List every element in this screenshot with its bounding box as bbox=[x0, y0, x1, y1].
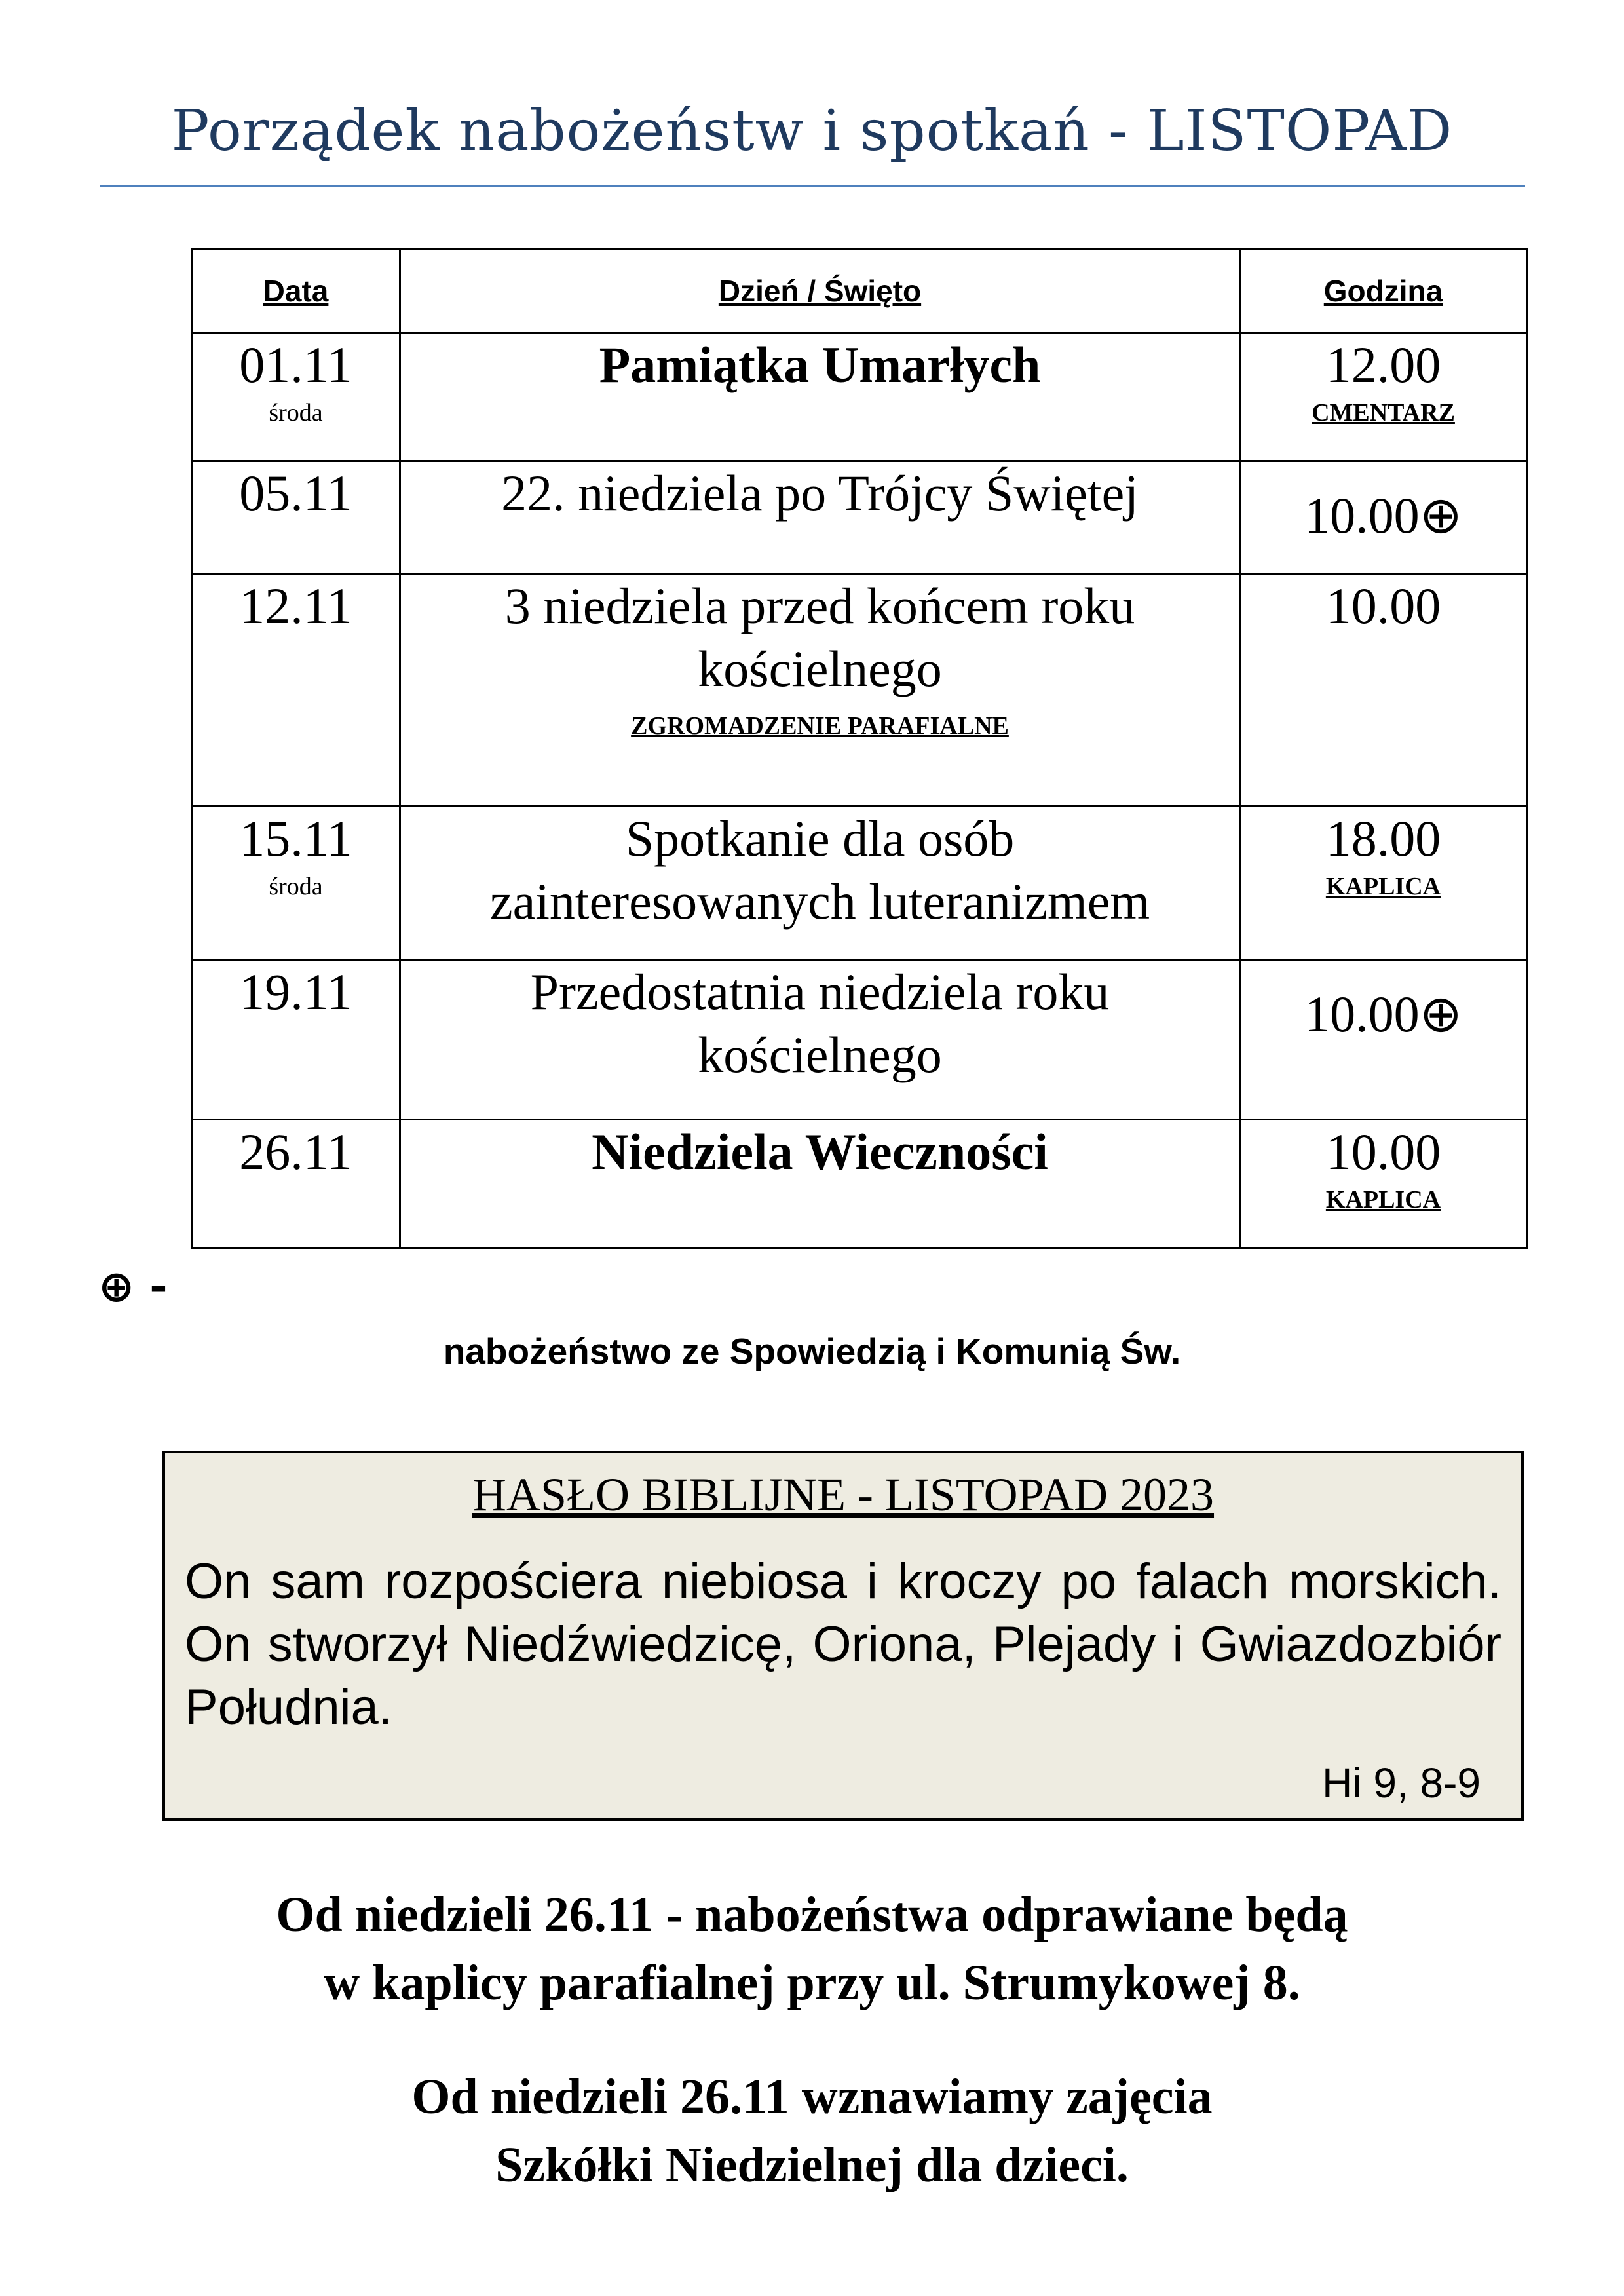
event-cell bbox=[400, 333, 1240, 461]
chapel-notice-line2: w kaplicy parafialnej przy ul. Strumykowej 8. bbox=[324, 1955, 1300, 2010]
date-value: 15.11 bbox=[239, 810, 352, 867]
time-value: 10.00 bbox=[1325, 1123, 1441, 1180]
time-value: 12.00 bbox=[1325, 336, 1441, 393]
table-row bbox=[192, 807, 1527, 960]
table-row bbox=[192, 461, 1527, 574]
weekday-label: środa bbox=[269, 873, 323, 900]
event-cell bbox=[400, 1120, 1240, 1248]
table-row bbox=[192, 960, 1527, 1120]
schedule-table bbox=[191, 248, 1528, 1249]
table-row bbox=[192, 333, 1527, 461]
verse-title: HASŁO BIBLIJNE - LISTOPAD 2023 bbox=[472, 1468, 1215, 1521]
verse-reference: Hi 9, 8-9 bbox=[1322, 1759, 1481, 1807]
date-value: 01.11 bbox=[239, 336, 352, 393]
bible-verse-box bbox=[162, 1451, 1524, 1821]
event-name: Spotkanie dla osób zainteresowanych luteranizmem bbox=[489, 810, 1150, 930]
date-cell bbox=[192, 807, 400, 960]
chapel-notice-line1: Od niedzieli 26.11 - nabożeństwa odprawiane będą bbox=[276, 1887, 1348, 1942]
date-cell bbox=[192, 461, 400, 574]
date-cell bbox=[192, 1120, 400, 1248]
location-label: CMENTARZ bbox=[1312, 399, 1455, 427]
event-cell bbox=[400, 461, 1240, 574]
date-value: 05.11 bbox=[239, 465, 352, 522]
school-notice-line1: Od niedzieli 26.11 wznawiamy zajęcia bbox=[411, 2069, 1213, 2124]
event-name: Niedziela Wieczności bbox=[592, 1123, 1048, 1180]
header-day: Dzień / Święto bbox=[400, 250, 1240, 333]
time-cell bbox=[1240, 960, 1527, 1120]
header-time: Godzina bbox=[1240, 250, 1527, 333]
time-cell bbox=[1240, 807, 1527, 960]
table-header-row bbox=[192, 250, 1527, 333]
event-name: 22. niedziela po Trójcy Świętej bbox=[501, 465, 1139, 522]
event-name: Przedostatnia niedziela roku kościelnego bbox=[530, 963, 1110, 1083]
time-value: 10.00⊕ bbox=[1304, 487, 1462, 544]
event-name: 3 niedziela przed końcem roku kościelnego bbox=[504, 577, 1135, 697]
location-label: KAPLICA bbox=[1325, 873, 1441, 900]
event-cell bbox=[400, 960, 1240, 1120]
time-cell bbox=[1240, 1120, 1527, 1248]
date-value: 19.11 bbox=[239, 963, 352, 1020]
communion-legend-mark: ⊕ - bbox=[98, 1261, 168, 1312]
school-notice-line2: Szkółki Niedzielnej dla dzieci. bbox=[495, 2137, 1129, 2192]
header-date: Data bbox=[192, 250, 400, 333]
date-cell bbox=[192, 960, 400, 1120]
communion-legend-text: nabożeństwo ze Spowiedzią i Komunią Św. bbox=[443, 1331, 1181, 1371]
time-cell bbox=[1240, 333, 1527, 461]
time-value: 18.00 bbox=[1325, 810, 1441, 867]
time-value: 10.00⊕ bbox=[1304, 985, 1462, 1043]
event-subtitle: ZGROMADZENIE PARAFIALNE bbox=[631, 712, 1009, 740]
time-value: 10.00 bbox=[1325, 577, 1441, 634]
location-label: KAPLICA bbox=[1325, 1186, 1441, 1214]
date-value: 12.11 bbox=[239, 577, 352, 634]
time-cell bbox=[1240, 574, 1527, 807]
table-row bbox=[192, 1120, 1527, 1248]
event-cell bbox=[400, 574, 1240, 807]
time-cell bbox=[1240, 461, 1527, 574]
title-divider bbox=[100, 185, 1525, 187]
verse-text: On sam rozpościera niebiosa i kroczy po falach morskich. On stworzył Niedźwiedzicę, Oriona, Plejady i Gwiazdozbiór Południa. bbox=[185, 1554, 1501, 1735]
date-cell bbox=[192, 333, 400, 461]
page-title: Porządek nabożeństw i spotkań - LISTOPAD bbox=[171, 98, 1453, 164]
weekday-label: środa bbox=[269, 399, 323, 427]
event-cell bbox=[400, 807, 1240, 960]
event-name: Pamiątka Umarłych bbox=[599, 336, 1041, 393]
date-value: 26.11 bbox=[239, 1123, 352, 1180]
table-row bbox=[192, 574, 1527, 807]
date-cell bbox=[192, 574, 400, 807]
